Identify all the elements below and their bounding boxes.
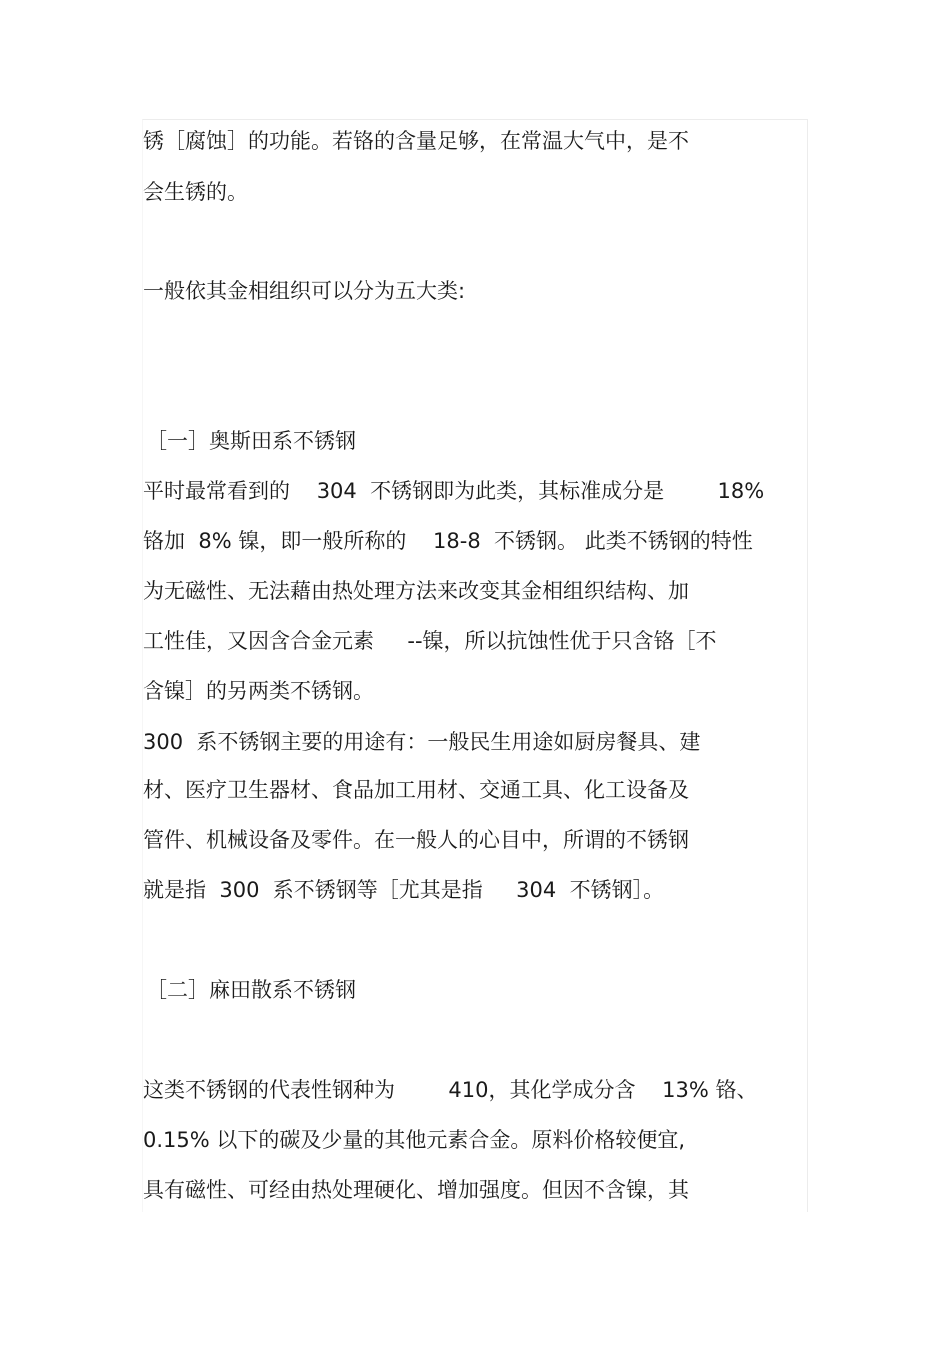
body-text-line: 平时最常看到的 304 不锈钢即为此类，其标准成分是 18% [143,479,765,503]
body-text-line: 工性佳，又因含合金元素 --镍，所以抗蚀性优于只含铬［不 [143,629,717,653]
body-text-line: 管件、机械设备及零件。在一般人的心目中，所谓的不锈钢 [143,828,689,852]
body-text-line: 300 系不锈钢主要的用途有：一般民生用途如厨房餐具、建 [143,730,701,754]
body-text-line: 含镍］的另两类不锈钢。 [143,679,374,703]
section-heading: ［二］麻田散系不锈钢 [146,978,356,1002]
body-text-line: 一般依其金相组织可以分为五大类: [143,279,466,303]
body-text-line: 具有磁性、可经由热处理硬化、增加强度。但因不含镍，其 [143,1178,689,1202]
body-text-line: 为无磁性、无法藉由热处理方法来改变其金相组织结构、加 [143,579,689,603]
body-text-line: 材、医疗卫生器材、食品加工用材、交通工具、化工设备及 [143,778,689,802]
section-heading: ［一］奥斯田系不锈钢 [146,429,356,453]
body-text-line: 0.15% 以下的碳及少量的其他元素合金。原料价格较便宜, [143,1128,686,1152]
body-text-line: 锈［腐蚀］的功能。若铬的含量足够，在常温大气中，是不 [143,129,689,153]
body-text-line: 会生锈的。 [143,180,248,204]
body-text-line: 就是指 300 系不锈钢等［尤其是指 304 不锈钢］。 [143,878,665,902]
body-text-line: 这类不锈钢的代表性钢种为 410，其化学成分含 13% 铬、 [143,1078,758,1102]
body-text-line: 铬加 8% 镍，即一般所称的 18-8 不锈钢。 此类不锈钢的特性 [143,529,753,553]
